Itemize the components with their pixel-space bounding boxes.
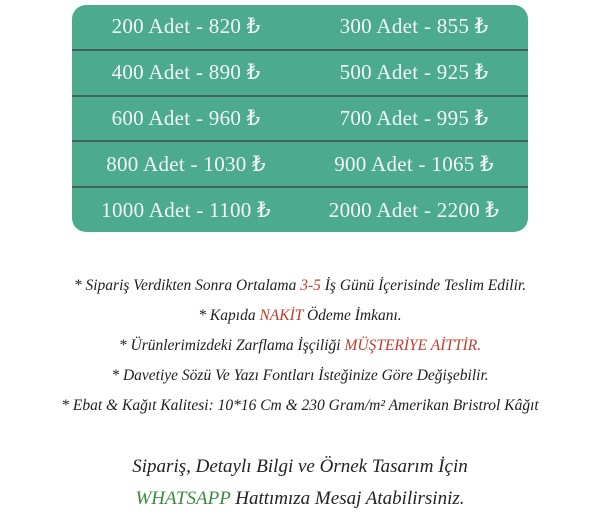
whatsapp-text: WHATSAPP: [135, 488, 231, 509]
note-accent: MÜŞTERİYE AİTTİR.: [344, 337, 482, 354]
note-text: * Davetiye Sözü Ve Yazı Fontları İsteğinize Göre Değişebilir.: [111, 367, 489, 384]
pricing-row-5: [72, 186, 528, 232]
price-cell-right: 900 Adet - 1065 ₺: [334, 151, 494, 176]
note-line-paper: [0, 391, 600, 421]
price-cell-left: 600 Adet - 960 ₺: [111, 105, 261, 130]
note-accent: NAKİT: [259, 307, 304, 324]
pricing-row-4: [72, 140, 528, 186]
note-text: * Sipariş Verdikten Sonra Ortalama: [73, 277, 301, 294]
note-text: * Ürünlerimizdeki Zarflama İşçiliği: [118, 337, 345, 354]
note-line-fonts: [0, 361, 600, 391]
pricing-table: [72, 5, 528, 232]
note-text: Ödeme İmkanı.: [303, 307, 402, 324]
price-cell-right: 700 Adet - 995 ₺: [339, 105, 489, 130]
note-line-delivery: [0, 271, 600, 301]
price-cell-left: 1000 Adet - 1100 ₺: [101, 197, 271, 222]
note-accent: 3-5: [300, 277, 321, 294]
note-text: * Ebat & Kağıt Kalitesi: 10*16 Cm & 230 Gram/m² Amerikan Bristrol Kâğıt: [61, 397, 539, 414]
footer-line-2-rest: Hattımıza Mesaj Atabilirsiniz.: [230, 488, 465, 509]
note-text: İş Günü İçerisinde Teslim Edilir.: [320, 277, 527, 294]
note-text: * Kapıda: [198, 307, 260, 324]
notes-section: [0, 271, 600, 421]
footer-line-2: [0, 483, 600, 515]
note-line-payment: [0, 301, 600, 331]
footer-line-1: Sipariş, Detaylı Bilgi ve Örnek Tasarım İçin: [132, 456, 468, 477]
pricing-row-3: [72, 95, 528, 141]
pricing-row-1: [72, 5, 528, 49]
price-cell-left: 800 Adet - 1030 ₺: [106, 151, 266, 176]
price-cell-right: 2000 Adet - 2200 ₺: [328, 197, 500, 222]
price-cell-left: 400 Adet - 890 ₺: [111, 60, 261, 85]
footer-message: [0, 451, 600, 515]
price-cell-right: 500 Adet - 925 ₺: [339, 60, 489, 85]
price-cell-right: 300 Adet - 855 ₺: [339, 14, 489, 39]
pricing-row-2: [72, 49, 528, 95]
price-cell-left: 200 Adet - 820 ₺: [111, 14, 261, 39]
note-line-labor: [0, 331, 600, 361]
